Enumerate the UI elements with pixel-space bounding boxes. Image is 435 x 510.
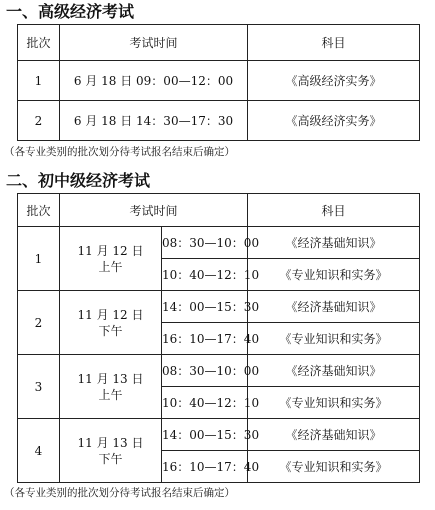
time-cell: 10：40—12：10 [162, 387, 248, 419]
date-text: 11 月 13 日 [77, 371, 144, 386]
subject-cell: 《经济基础知识》 [248, 291, 420, 323]
date-cell [60, 291, 162, 355]
subject-cell: 《专业知识和实务》 [248, 451, 420, 483]
time-cell: 16：10—17：40 [162, 323, 248, 355]
period-text: 上午 [98, 259, 123, 274]
time-cell: 10：40—12：10 [162, 259, 248, 291]
batch-cell: 2 [18, 291, 60, 355]
subject-cell: 《专业知识和实务》 [248, 323, 420, 355]
batch-cell: 4 [18, 419, 60, 483]
date-cell [60, 355, 162, 419]
time-cell: 14：00—15：30 [162, 419, 248, 451]
table-row [18, 419, 420, 451]
date-text: 11 月 12 日 [77, 307, 144, 322]
section1-title: 一、高级经济考试 [6, 2, 135, 21]
table-header-row [18, 194, 420, 227]
header-subject: 科目 [248, 25, 420, 61]
time-cell: 6 月 18 日 14：30—17：30 [60, 101, 248, 141]
batch-cell: 3 [18, 355, 60, 419]
subject-cell: 《经济基础知识》 [248, 355, 420, 387]
subject-cell: 《经济基础知识》 [248, 419, 420, 451]
batch-cell: 1 [18, 61, 60, 101]
time-cell: 14：00—15：30 [162, 291, 248, 323]
table-row [18, 355, 420, 387]
date-text: 11 月 12 日 [77, 243, 144, 258]
header-batch: 批次 [18, 25, 60, 61]
time-cell: 08：30—10：00 [162, 355, 248, 387]
period-text: 下午 [98, 323, 123, 338]
section1-note: （各专业类别的批次划分待考试报名结束后确定） [4, 146, 235, 158]
subject-cell: 《专业知识和实务》 [248, 387, 420, 419]
table-row [18, 291, 420, 323]
subject-cell: 《高级经济实务》 [248, 61, 420, 101]
header-subject: 科目 [248, 194, 420, 227]
header-time: 考试时间 [60, 194, 248, 227]
time-cell: 16：10—17：40 [162, 451, 248, 483]
date-text: 11 月 13 日 [77, 435, 144, 450]
batch-cell: 1 [18, 227, 60, 291]
subject-cell: 《经济基础知识》 [248, 227, 420, 259]
batch-cell: 2 [18, 101, 60, 141]
table-row [18, 227, 420, 259]
subject-cell: 《专业知识和实务》 [248, 259, 420, 291]
intermediate-exam-table [17, 193, 420, 483]
table-header-row [18, 25, 420, 61]
table-row [18, 61, 420, 101]
header-time: 考试时间 [60, 25, 248, 61]
date-cell [60, 419, 162, 483]
time-cell: 08：30—10：00 [162, 227, 248, 259]
date-cell [60, 227, 162, 291]
time-cell: 6 月 18 日 09：00—12：00 [60, 61, 248, 101]
table-row [18, 101, 420, 141]
subject-cell: 《高级经济实务》 [248, 101, 420, 141]
period-text: 上午 [98, 387, 123, 402]
period-text: 下午 [98, 451, 123, 466]
advanced-exam-table [17, 24, 420, 141]
section2-title: 二、初中级经济考试 [6, 171, 151, 190]
section2-note: （各专业类别的批次划分待考试报名结束后确定） [4, 487, 235, 499]
header-batch: 批次 [18, 194, 60, 227]
